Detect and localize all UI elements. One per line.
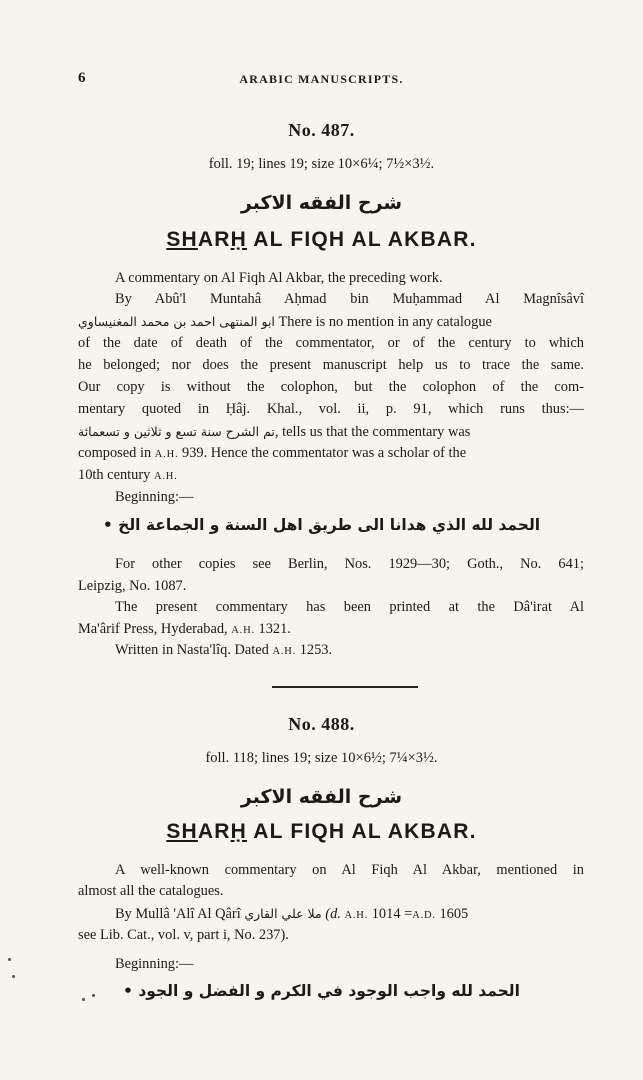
era-abbrev: A.D. bbox=[412, 910, 436, 921]
running-head: ARABIC MANUSCRIPTS. bbox=[239, 72, 404, 86]
text-segment: (d. bbox=[325, 906, 341, 922]
paper-speck bbox=[82, 998, 85, 1001]
paper-speck bbox=[92, 994, 95, 997]
entry-number: No. 487. bbox=[288, 120, 355, 140]
era-abbrev: A.H. bbox=[231, 625, 255, 636]
collation: foll. 118; lines 19; size 10×6½; 7¼×3½. bbox=[205, 750, 438, 766]
era-abbrev: A.H. bbox=[344, 910, 369, 921]
heading-part: AR bbox=[197, 820, 231, 843]
arabic-incipit: الحمد لله واجب الوجود في الكرم و الفضل و الجود • bbox=[123, 982, 520, 1000]
arabic-title: شرح الفقه الاكبر bbox=[240, 192, 403, 214]
paper-speck bbox=[8, 958, 11, 961]
text-line: Leipzig, No. 1087. bbox=[78, 578, 187, 594]
heading-part: AL FIQH AL AKBAR. bbox=[247, 228, 477, 251]
heading-part: Ḥ bbox=[230, 820, 248, 843]
arabic-incipit: الحمد لله الذي هدانا الى طريق اهل السنة و الجماعة الخ • bbox=[102, 516, 541, 534]
text-line: A well-known commentary on Al Fiqh Al Akbar, mentioned in bbox=[115, 862, 584, 878]
text-line bbox=[78, 465, 584, 487]
section-divider bbox=[272, 686, 418, 688]
text-segment: By Mullâ 'Alî Al Qârî bbox=[115, 906, 241, 922]
era-abbrev: A.H. bbox=[154, 449, 179, 460]
entry-heading bbox=[0, 228, 643, 252]
text-line bbox=[78, 619, 584, 641]
text-segment: composed in bbox=[78, 445, 152, 461]
heading-part: AR bbox=[197, 228, 231, 251]
text-segment: 10th century bbox=[78, 467, 151, 483]
text-line: almost all the catalogues. bbox=[78, 883, 224, 899]
text-line: Our copy is without the colophon, but the colophon of the com- bbox=[78, 379, 584, 395]
heading-part: S bbox=[166, 820, 182, 843]
era-abbrev: A.H. bbox=[272, 646, 297, 657]
heading-part: H bbox=[181, 820, 198, 843]
entry-heading bbox=[0, 820, 643, 844]
text-line: he belonged; nor does the present manuscript help us to trace the same. bbox=[78, 357, 584, 373]
arabic-title: شرح الفقه الاكبر bbox=[240, 786, 403, 808]
text-segment: Ma'ârif Press, Hyderabad, bbox=[78, 621, 228, 637]
text-line bbox=[115, 640, 584, 662]
text-line: The present commentary has been printed at the Dâ'irat Al bbox=[115, 599, 584, 615]
collation: foll. 19; lines 19; size 10×6¼; 7½×3½. bbox=[208, 156, 435, 172]
text-segment: 1605 bbox=[439, 906, 469, 922]
text-segment: 939. Hence the commentator was a scholar of the bbox=[182, 445, 467, 461]
text-line bbox=[115, 903, 584, 926]
text-line: By Abû'l Muntahâ Aḥmad bin Muḥammad Al Magnîsâvî bbox=[115, 291, 584, 307]
entry-number: No. 488. bbox=[288, 714, 355, 734]
heading-part: Ḥ bbox=[230, 228, 248, 251]
text-segment: There is no mention in any catalogue bbox=[278, 314, 492, 330]
text-line: of the date of death of the commentator, or of the century to which bbox=[78, 335, 584, 351]
text-segment: , tells us that the commentary was bbox=[274, 424, 471, 440]
text-segment: Written in Nasta'lîq. Dated bbox=[115, 642, 269, 658]
arabic-name: ملا علي القاري bbox=[244, 906, 322, 921]
text-segment: 1253. bbox=[299, 642, 333, 658]
arabic-name: ابو المنتهى احمد بن محمد المغنيساوي bbox=[78, 314, 275, 329]
text-line bbox=[78, 311, 584, 333]
text-line: see Lib. Cat., vol. v, part i, No. 237). bbox=[78, 927, 289, 943]
text-line bbox=[78, 443, 584, 465]
paper-speck bbox=[12, 975, 15, 978]
heading-part: AL FIQH AL AKBAR. bbox=[247, 820, 477, 843]
arabic-colophon: تم الشرح سنة تسع و ثلاثين و تسعمائة bbox=[78, 424, 275, 439]
text-line: A commentary on Al Fiqh Al Akbar, the preceding work. bbox=[115, 270, 443, 286]
beginning-label: Beginning:— bbox=[115, 489, 194, 505]
text-segment: 1014 = bbox=[371, 906, 413, 922]
text-line: For other copies see Berlin, Nos. 1929—30; Goth., No. 641; bbox=[115, 556, 584, 572]
text-segment: 1321. bbox=[258, 621, 291, 637]
era-abbrev: A.H. bbox=[153, 471, 178, 482]
page-number: 6 bbox=[78, 70, 86, 86]
beginning-label: Beginning:— bbox=[115, 956, 194, 972]
heading-part: S bbox=[166, 228, 182, 251]
text-line: mentary quoted in Ḥâj. Khal., vol. ii, p. 91, which runs thus:— bbox=[78, 401, 584, 417]
heading-part: H bbox=[181, 228, 198, 251]
text-line bbox=[78, 421, 584, 443]
